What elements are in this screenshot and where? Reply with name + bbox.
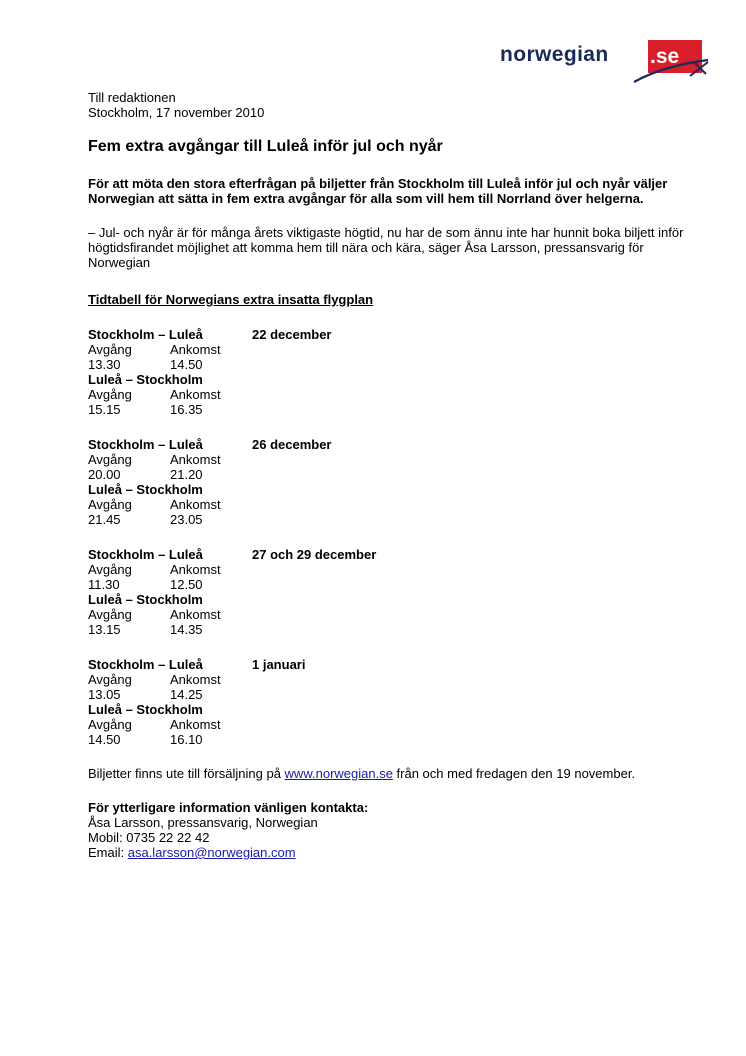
arrival-time: 16.35 xyxy=(170,402,203,417)
time-row xyxy=(88,732,688,747)
time-row xyxy=(88,622,688,637)
route-outbound: Stockholm – Luleå xyxy=(88,657,203,672)
flight-date: 26 december xyxy=(252,437,332,452)
arrival-time: 21.20 xyxy=(170,467,203,482)
flight-date: 22 december xyxy=(252,327,332,342)
col-departure: Avgång xyxy=(88,452,132,467)
website-link[interactable]: www.norwegian.se xyxy=(284,766,393,781)
place-date: Stockholm, 17 november 2010 xyxy=(88,105,265,120)
quote-paragraph: – Jul- och nyår är för många årets viktigaste högtid, nu har de som ännu inte har hunnit boka biljett inför högtidsfirandet möjlighet att komma hem till nära och kära, säger Åsa Larsson, pressansvarig för Norwegian xyxy=(88,225,684,270)
norwegian-logo xyxy=(500,40,710,84)
recipient: Till redaktionen xyxy=(88,90,176,105)
contact-heading: För ytterligare information vänligen kontakta: xyxy=(88,800,369,815)
route-row xyxy=(88,702,688,717)
timetable-block xyxy=(88,327,688,417)
column-header-row xyxy=(88,497,688,512)
logo-tld-badge: .se xyxy=(648,40,702,73)
arrival-time: 14.35 xyxy=(170,622,203,637)
logo-swoosh-icon xyxy=(632,54,710,84)
col-departure: Avgång xyxy=(88,497,132,512)
timetable-block xyxy=(88,657,688,747)
col-departure: Avgång xyxy=(88,717,132,732)
route-outbound: Stockholm – Luleå xyxy=(88,547,203,562)
tickets-paragraph xyxy=(88,766,688,781)
timetable xyxy=(88,327,688,747)
time-row xyxy=(88,577,688,592)
route-return: Luleå – Stockholm xyxy=(88,592,203,607)
flight-date: 1 januari xyxy=(252,657,306,672)
column-header-row xyxy=(88,342,688,357)
departure-time: 21.45 xyxy=(88,512,121,527)
timetable-block xyxy=(88,547,688,637)
email-label: Email: xyxy=(88,845,128,860)
col-arrival: Ankomst xyxy=(170,497,221,512)
flight-date: 27 och 29 december xyxy=(252,547,377,562)
route-row xyxy=(88,547,688,562)
departure-time: 13.05 xyxy=(88,687,121,702)
page-title: Fem extra avgångar till Luleå inför jul och nyår xyxy=(88,138,443,155)
time-row xyxy=(88,402,688,417)
timetable-block xyxy=(88,437,688,527)
lead-paragraph: För att möta den stora efterfrågan på biljetter från Stockholm till Luleå inför jul och nyår väljer Norwegian att sätta in fem extra avgångar för alla som vill hem till Norrland över helgerna. xyxy=(88,176,668,206)
route-row xyxy=(88,327,688,342)
col-departure: Avgång xyxy=(88,342,132,357)
col-arrival: Ankomst xyxy=(170,562,221,577)
route-row xyxy=(88,372,688,387)
departure-time: 14.50 xyxy=(88,732,121,747)
arrival-time: 14.50 xyxy=(170,357,203,372)
arrival-time: 14.25 xyxy=(170,687,203,702)
departure-time: 11.30 xyxy=(88,577,120,592)
time-row xyxy=(88,357,688,372)
press-release xyxy=(88,90,688,860)
col-arrival: Ankomst xyxy=(170,342,221,357)
column-header-row xyxy=(88,607,688,622)
col-arrival: Ankomst xyxy=(170,672,221,687)
route-return: Luleå – Stockholm xyxy=(88,482,203,497)
route-return: Luleå – Stockholm xyxy=(88,372,203,387)
departure-time: 15.15 xyxy=(88,402,121,417)
route-row xyxy=(88,482,688,497)
col-arrival: Ankomst xyxy=(170,607,221,622)
contact-name: Åsa Larsson, pressansvarig, Norwegian xyxy=(88,815,318,830)
arrival-time: 12.50 xyxy=(170,577,203,592)
col-arrival: Ankomst xyxy=(170,452,221,467)
col-departure: Avgång xyxy=(88,562,132,577)
col-arrival: Ankomst xyxy=(170,387,221,402)
col-arrival: Ankomst xyxy=(170,717,221,732)
col-departure: Avgång xyxy=(88,607,132,622)
tickets-text-after: från och med fredagen den 19 november. xyxy=(392,766,636,781)
col-departure: Avgång xyxy=(88,672,132,687)
departure-time: 13.15 xyxy=(88,622,121,637)
col-departure: Avgång xyxy=(88,387,132,402)
route-outbound: Stockholm – Luleå xyxy=(88,327,203,342)
route-row xyxy=(88,437,688,452)
route-return: Luleå – Stockholm xyxy=(88,702,203,717)
time-row xyxy=(88,467,688,482)
departure-time: 20.00 xyxy=(88,467,121,482)
route-outbound: Stockholm – Luleå xyxy=(88,437,203,452)
departure-time: 13.30 xyxy=(88,357,121,372)
email-link[interactable]: asa.larsson@norwegian.com xyxy=(127,845,296,860)
column-header-row xyxy=(88,387,688,402)
contact-mobile: Mobil: 0735 22 22 42 xyxy=(88,830,210,845)
column-header-row xyxy=(88,672,688,687)
column-header-row xyxy=(88,717,688,732)
route-row xyxy=(88,657,688,672)
logo-wordmark: norwegian xyxy=(500,43,609,66)
contact-email-line xyxy=(88,845,688,860)
time-row xyxy=(88,687,688,702)
column-header-row xyxy=(88,562,688,577)
tickets-text-before: Biljetter finns ute till försäljning på xyxy=(88,766,285,781)
arrival-time: 23.05 xyxy=(170,512,203,527)
arrival-time: 16.10 xyxy=(170,732,203,747)
time-row xyxy=(88,512,688,527)
route-row xyxy=(88,592,688,607)
timetable-heading: Tidtabell för Norwegians extra insatta flygplan xyxy=(88,292,374,307)
column-header-row xyxy=(88,452,688,467)
